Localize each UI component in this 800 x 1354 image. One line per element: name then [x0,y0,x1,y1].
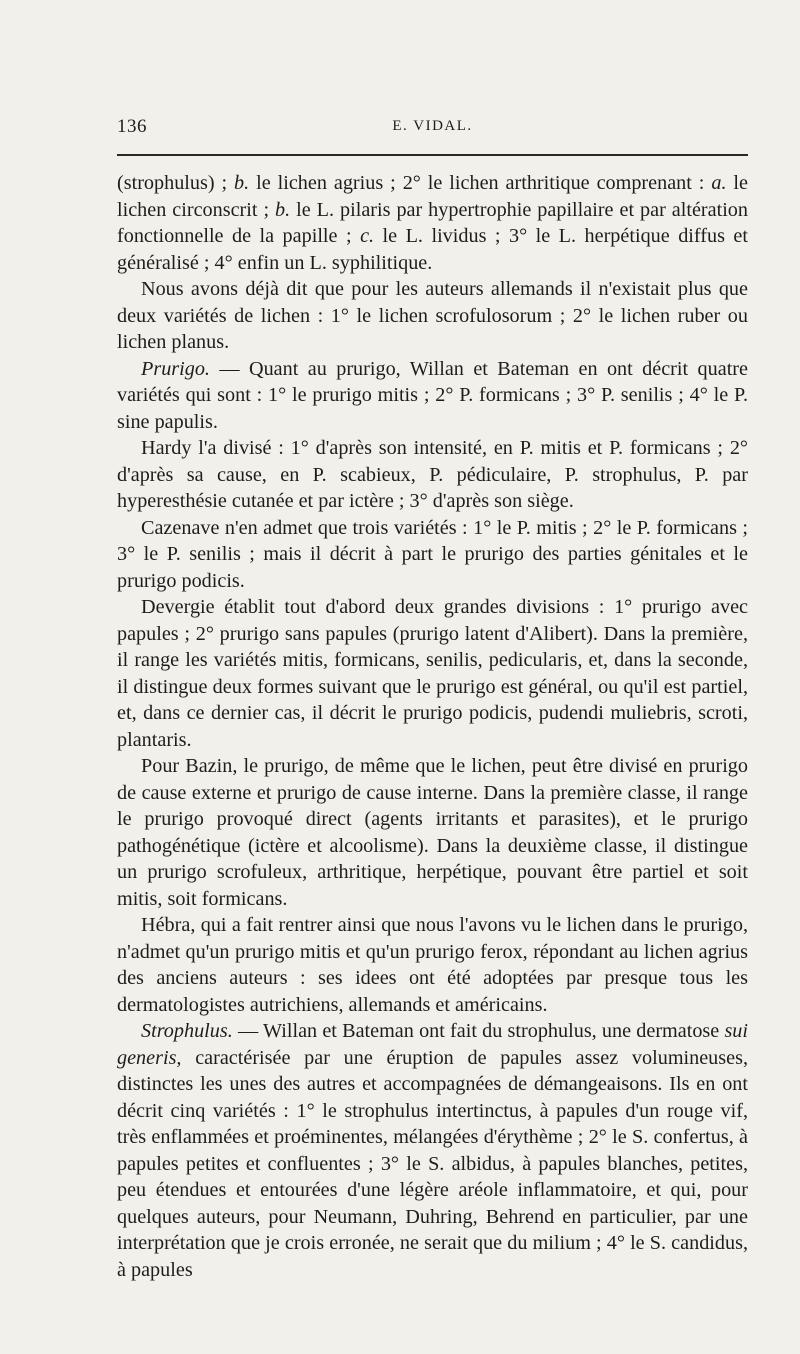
italic-text-segment: b. [275,198,291,221]
text-segment: Hardy l'a divisé : 1° d'après son intensité, en P. mitis et P. formicans ; 2° d'après sa cause, en P. scabieux, P. pédiculaire, P. strophulus, P. par hyperesthésie cutanée et par ictère ; 3° d'après son siège. [117,437,748,512]
text-segment: le L. lividus ; 3° le L. herpétique diffus et généralisé ; 4° enfin un L. syphilitique. [117,225,748,274]
text-segment: Nous avons déjà dit que pour les auteurs allemands il n'existait plus que deux variétés de lichen : 1° le lichen scrofulosorum ; 2° le lichen ruber ou lichen planus. [117,278,748,353]
italic-text-segment: sui generis, [117,1020,748,1069]
page-header [117,116,748,142]
text-segment: caractérisée par une éruption de papules assez volumineuses, distinctes les unes des autres et accompagnées de démangeaisons. Ils en ont décrit cinq variétés : 1° le strophulus intertinctus, à papules d'un rouge vif, très enflammées et proéminentes, mélangées d'érythème ; 2° le S. confertus, à papules petites et confluentes ; 3° le S. albidus, à papules blanches, petites, peu étendues et entourées d'une légère aréole inflammatoire, et qui, pour quelques auteurs, pour Neumann, Duhring, Behrend en particulier, par une interprétation que je crois erronée, ne serait que du milium ; 4° le S. candidus, à papules [117,1046,748,1281]
italic-text-segment: Strophulus. [141,1020,233,1042]
text-segment: (strophulus) ; [117,172,235,194]
text-segment: le lichen agrius ; 2° le lichen arthritique comprenant : [249,172,712,194]
text-segment: Devergie établit tout d'abord deux grandes divisions : 1° prurigo avec papules ; 2° prurigo sans papules (prurigo latent d'Alibert). Dans la première, il range les variétés mitis, formicans, senilis, pedicularis, et, dans la seconde, il distingue deux formes suivant que le prurigo est général, ou qu'il est partiel, et, dans ce dernier cas, il décrit le prurigo podicis, pudendi muliebris, scroti, plantaris. [117,596,748,751]
paragraph [117,515,748,595]
paragraph [117,170,748,276]
text-segment: Hébra, qui a fait rentrer ainsi que nous l'avons vu le lichen dans le prurigo, n'admet qu'un prurigo mitis et qu'un prurigo ferox, répondant au lichen agrius des anciens auteurs : ses idees ont été adoptées par presque tous les dermatologistes autrichiens, allemands et américains. [117,914,748,1016]
text-segment: Cazenave n'en admet que trois variétés : 1° le P. mitis ; 2° le P. formicans ; 3° le P. senilis ; mais il décrit à part le prurigo des parties génitales et le prurigo podicis. [117,516,748,592]
body-text [117,170,748,1283]
text-segment: — Quant au prurigo, Willan et Bateman en ont décrit quatre variétés qui sont : 1° le prurigo mitis ; 2° P. formicans ; 3° P. senilis ; 4° le P. sine papulis. [117,357,748,433]
paragraph [117,276,748,356]
running-head: E. VIDAL. [392,118,473,134]
italic-text-segment: a. [711,172,727,194]
paragraph [117,356,748,436]
paragraph [117,594,748,753]
italic-text-segment: b. [234,172,250,194]
italic-text-segment: c. [360,225,375,247]
paragraph [117,912,748,1018]
text-segment: le lichen circonscrit ; [117,172,748,221]
paragraph [117,753,748,912]
text-segment: — Willan et Bateman ont fait du strophulus, une dermatose [232,1020,725,1042]
paragraph [117,1018,748,1283]
text-segment: le L. pilaris par hypertrophie papillaire et par altération fonctionnelle de la papille ; [117,198,748,247]
page-number: 136 [117,116,147,137]
text-segment: Pour Bazin, le prurigo, de même que le lichen, peut être divisé en prurigo de cause externe et prurigo de cause interne. Dans la première classe, il range le prurigo provoqué direct (agents irritants et parasites), et le prurigo pathogénétique (ictère et alcoolisme). Dans la deuxième classe, il distingue un prurigo scrofuleux, arthritique, herpétique, pouvant être partiel et soit mitis, soit formicans. [117,755,748,910]
italic-text-segment: Prurigo. [141,357,210,380]
header-rule [117,154,748,156]
paragraph [117,435,748,515]
